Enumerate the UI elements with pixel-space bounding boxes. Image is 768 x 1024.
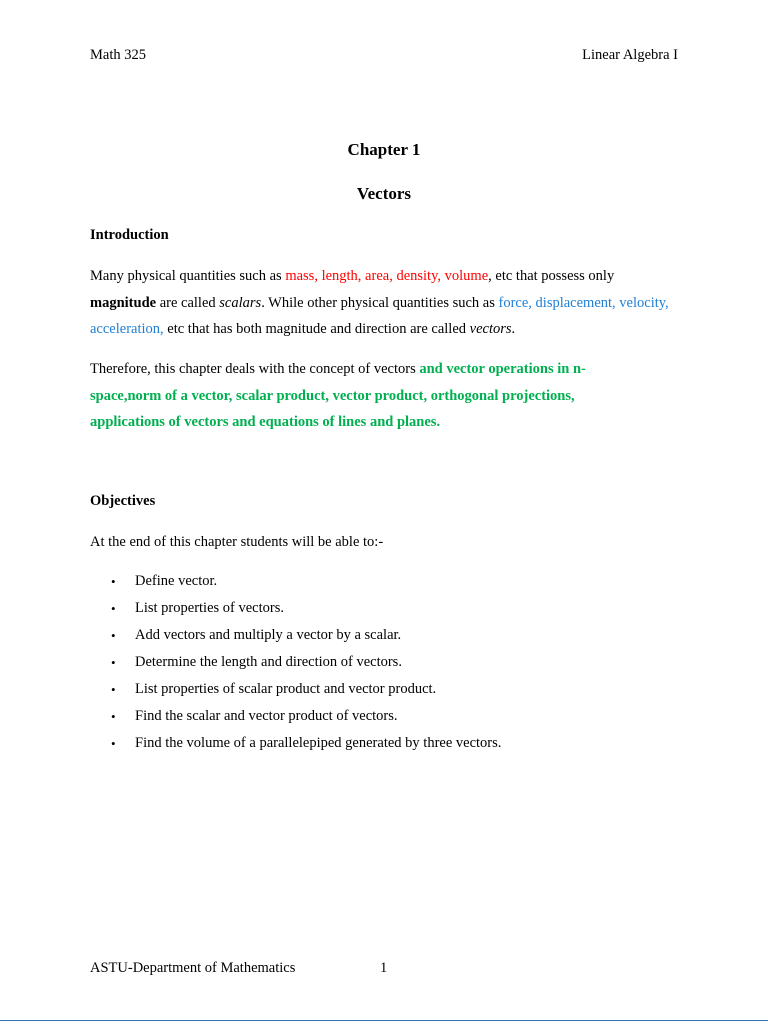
vector-examples: force, displacement, velocity, acceleration, <box>90 294 669 337</box>
objectives-intro: At the end of this chapter students will be able to:- <box>90 534 384 550</box>
bullet-icon: • <box>111 682 116 697</box>
p1-text: , etc that possess only <box>488 268 615 284</box>
objective-text: Determine the length and direction of vectors. <box>135 654 402 670</box>
bullet-icon: • <box>111 709 116 724</box>
p1-text: . While other physical quantities such as <box>261 294 499 311</box>
header-subject: Linear Algebra I <box>582 47 678 63</box>
objective-text: List properties of vectors. <box>135 600 284 616</box>
objectives-list <box>108 568 501 757</box>
footer-department: ASTU-Department of Mathematics <box>90 960 296 976</box>
bullet-icon: • <box>111 655 116 670</box>
chapter-title: Chapter 1 <box>347 140 421 159</box>
scalar-examples: mass, length, area, density, volume <box>285 268 489 284</box>
list-item <box>108 703 501 730</box>
p1-text: Many physical quantities such as <box>90 268 286 284</box>
list-item <box>108 676 501 703</box>
list-item <box>108 730 501 757</box>
footer-page-number: 1 <box>380 960 388 976</box>
p2-text: Therefore, this chapter deals with the concept of vectors <box>90 361 420 377</box>
magnitude-term: magnitude <box>90 294 157 311</box>
objective-text: Define vector. <box>135 573 218 589</box>
objectives-heading: Objectives <box>90 493 156 509</box>
objective-text: Add vectors and multiply a vector by a scalar. <box>135 627 402 643</box>
bullet-icon: • <box>111 574 116 589</box>
introduction-heading: Introduction <box>90 227 169 243</box>
footer-divider <box>0 1020 768 1021</box>
p1-text: etc that has both magnitude and direction are called <box>163 321 470 337</box>
objective-text: Find the volume of a parallelepiped generated by three vectors. <box>135 735 502 751</box>
objective-text: Find the scalar and vector product of vectors. <box>135 708 398 724</box>
bullet-icon: • <box>111 628 116 643</box>
list-item <box>108 622 501 649</box>
objective-text: List properties of scalar product and vector product. <box>135 681 437 697</box>
vectors-term: vectors <box>469 321 512 337</box>
list-item <box>108 649 501 676</box>
list-item <box>108 568 501 595</box>
bullet-icon: • <box>111 736 116 751</box>
introduction-paragraph-2 <box>90 356 630 436</box>
header-course: Math 325 <box>90 47 146 63</box>
chapter-subtitle: Vectors <box>356 184 412 203</box>
bullet-icon: • <box>111 601 116 616</box>
scalars-term: scalars <box>219 294 262 311</box>
introduction-paragraph-1 <box>90 263 680 343</box>
p1-text: . <box>511 321 516 337</box>
chapter-topics: and vector operations in n-space,norm of a vector, scalar product, vector product, orthogonal projections, applications of vectors and equations of lines and planes. <box>90 361 586 430</box>
list-item <box>108 595 501 622</box>
p1-text: are called <box>156 294 220 311</box>
